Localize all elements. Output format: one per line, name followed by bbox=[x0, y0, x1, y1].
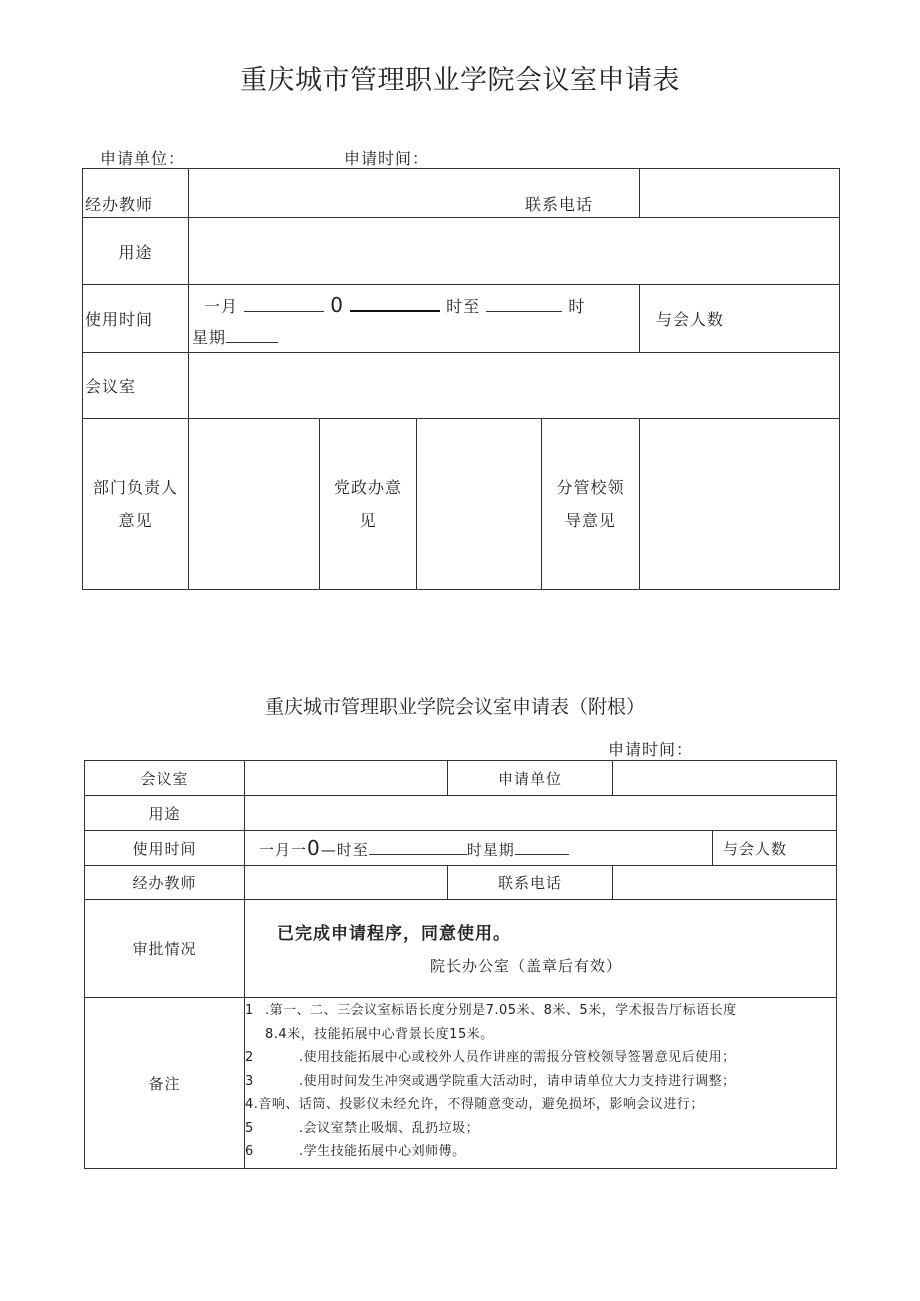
purpose-label: 用途 bbox=[83, 218, 189, 285]
use-time-hour: 时 bbox=[568, 297, 586, 316]
stub-title: 重庆城市管理职业学院会议室申请表（附根） bbox=[264, 696, 645, 718]
stub-weekday-blank[interactable] bbox=[515, 840, 569, 855]
stub-purpose-label: 用途 bbox=[85, 796, 245, 831]
note-item: 8.4米，技能拓展中心背景长度15米。 bbox=[265, 1026, 494, 1042]
stub-room-field[interactable] bbox=[245, 761, 448, 796]
day-blank[interactable] bbox=[350, 296, 440, 312]
phone-label: 联系电话 bbox=[525, 195, 594, 214]
hour-blank[interactable] bbox=[486, 297, 562, 312]
stub-use-time-dash: — bbox=[320, 841, 337, 859]
teacher-label: 经办教师 bbox=[83, 169, 189, 218]
leader-opinion-label-line2: 导意见 bbox=[565, 511, 617, 530]
stub-table bbox=[84, 760, 837, 1169]
stub-use-time-weekday: 时星期 bbox=[466, 841, 515, 859]
room-field[interactable] bbox=[189, 353, 840, 419]
stub-applicant-unit-field[interactable] bbox=[613, 761, 837, 796]
phone-field[interactable] bbox=[640, 169, 840, 218]
applicant-unit-label: 申请单位： bbox=[100, 149, 186, 168]
note-item: 1 .第一、二、三会议室标语长度分别是7.05米、8米、5米，学术报告厅标语长度 bbox=[245, 1003, 737, 1018]
purpose-field[interactable] bbox=[189, 218, 840, 285]
stub-applicant-unit-label: 申请单位 bbox=[448, 761, 613, 796]
application-table bbox=[82, 168, 840, 590]
stub-application-time-label: 申请时间： bbox=[608, 740, 694, 759]
stub-use-time-zero: 0 bbox=[307, 836, 321, 860]
approval-office: 院长办公室（盖章后有效） bbox=[430, 957, 623, 975]
stub-attendees-cell[interactable] bbox=[713, 831, 837, 866]
stub-room-label: 会议室 bbox=[85, 761, 245, 796]
dept-opinion-field[interactable] bbox=[189, 419, 320, 590]
dept-opinion-label-line1: 部门负责人 bbox=[92, 478, 178, 497]
month-blank[interactable] bbox=[244, 297, 324, 312]
leader-opinion-label-line1: 分管校领 bbox=[556, 478, 625, 497]
note-item: 5 .会议室禁止吸烟、乱扔垃圾； bbox=[245, 1120, 480, 1136]
stub-phone-label: 联系电话 bbox=[448, 866, 613, 900]
dept-opinion-label bbox=[83, 419, 189, 590]
stub-use-time-month: 一月一 bbox=[259, 841, 308, 859]
use-time-weekday: 星期 bbox=[192, 328, 227, 347]
stub-use-time-hour-to: 时至 bbox=[336, 841, 369, 859]
use-time-label: 使用时间 bbox=[83, 285, 189, 353]
party-office-label-line2: 见 bbox=[359, 511, 377, 530]
approval-text: 已完成申请程序，同意使用。 bbox=[277, 924, 511, 944]
party-office-field[interactable] bbox=[417, 419, 542, 590]
attendees-cell[interactable] bbox=[640, 285, 840, 353]
stub-use-time-label: 使用时间 bbox=[85, 831, 245, 866]
stub-teacher-field[interactable] bbox=[245, 866, 448, 900]
note-item: 2 .使用技能拓展中心或校外人员作讲座的需报分管校领导签署意见后使用； bbox=[245, 1050, 736, 1065]
application-time-label: 申请时间： bbox=[344, 149, 430, 168]
stub-phone-field[interactable] bbox=[613, 866, 837, 900]
use-time-hour-to: 时至 bbox=[446, 297, 481, 316]
stub-notes-label: 备注 bbox=[85, 998, 245, 1169]
stub-teacher-label: 经办教师 bbox=[85, 866, 245, 900]
stub-hour-blank[interactable] bbox=[369, 840, 467, 855]
note-item: 3 .使用时间发生冲突或遇学院重大活动时，请申请单位大力支持进行调整； bbox=[245, 1073, 736, 1089]
stub-approval-field bbox=[245, 900, 837, 998]
note-item: 4 .音响、话筒、投影仪未经允许，不得随意变动，避免损坏，影响会议进行； bbox=[245, 1097, 704, 1112]
note-item: 6 .学生技能拓展中心刘师傅。 bbox=[245, 1144, 466, 1159]
stub-use-time-field[interactable] bbox=[245, 831, 713, 866]
party-office-label bbox=[320, 419, 417, 590]
weekday-blank[interactable] bbox=[226, 328, 278, 343]
stub-purpose-field[interactable] bbox=[245, 796, 837, 831]
use-time-zero: 0 bbox=[330, 293, 344, 317]
party-office-label-line1: 党政办意 bbox=[333, 478, 402, 497]
form-title: 重庆城市管理职业学院会议室申请表 bbox=[240, 65, 680, 96]
phone-label-cell[interactable] bbox=[189, 169, 640, 218]
stub-notes-field bbox=[245, 998, 837, 1169]
stub-approval-label: 审批情况 bbox=[85, 900, 245, 998]
attendees-label: 与会人数 bbox=[656, 310, 725, 329]
stub-attendees-label: 与会人数 bbox=[723, 839, 788, 858]
notes-list bbox=[245, 999, 836, 1164]
use-time-month: 一月 bbox=[204, 297, 239, 316]
room-label: 会议室 bbox=[83, 353, 189, 419]
leader-opinion-label bbox=[542, 419, 640, 590]
leader-opinion-field[interactable] bbox=[640, 419, 840, 590]
use-time-field[interactable] bbox=[189, 285, 640, 353]
dept-opinion-label-line2: 意见 bbox=[118, 511, 153, 530]
